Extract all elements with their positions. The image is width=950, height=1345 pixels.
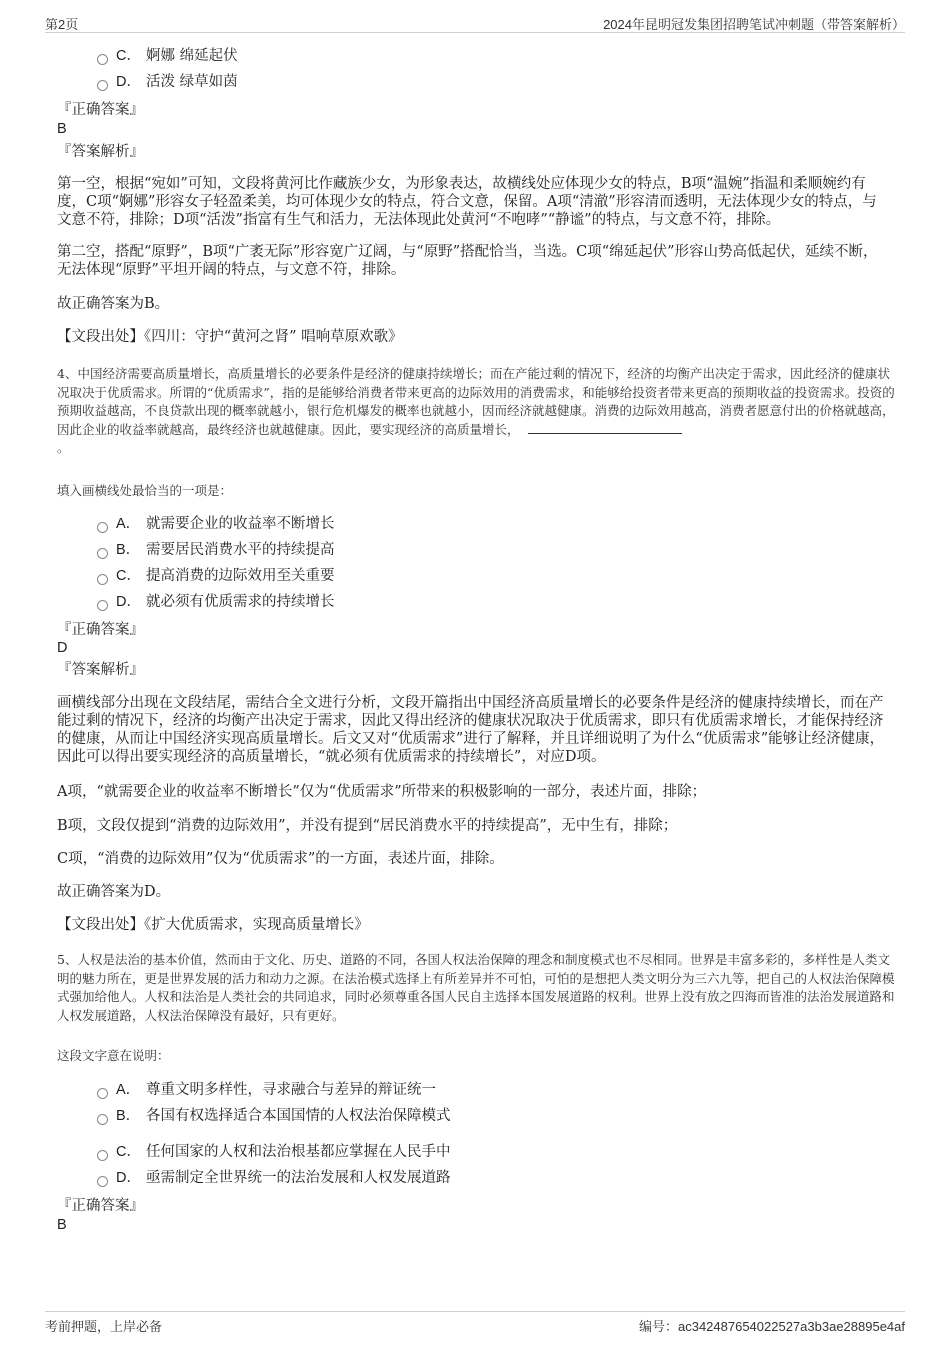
analysis-conclusion: 故正确答案为B。 <box>57 296 170 312</box>
question-prompt: 这段文字意在说明： <box>57 1048 170 1063</box>
question-text: 4、中国经济需要高质量增长，高质量增长的必要条件是经济的健康持续增长；而在产能过剩的情况下，经济的均衡产出决定于需求，因此经济的健康状况取决于优质需求。所谓的“优质需求”，指的是能够给消费者带来更高的边际效用的消费需求，和能够给投资者带来更高的预期收益的投资需求。投资的预期收益越高，不良贷款出现的概率就越小，银行危机爆发的概率也就越小，因而经济就越健康。消费的边际效用越高，消费者愿意付出的价格就越高，因此企业的收益率就越高，最终经济也就越健康。因此，要实现经济的高质量增长， 。 <box>57 366 895 456</box>
analysis-paragraph: 画横线部分出现在文段结尾，需结合全文进行分析，文段开篇指出中国经济高质量增长的必要条件是经济的健康持续增长，而在产能过剩的情况下，经济的均衡产出决定于需求，因此又得出经济的健康状况取决于优质需求，即只有优质需求增长，才能保持经济的健康，从而让中国经济实现高质量增长。后文又对“优质需求”进行了解释，并且详细说明了为什么“优质需求”能够让经济健康，因此可以得出要实现经济的高质量增长，“就必须有优质需求的持续增长”，对应D项。 <box>57 695 885 765</box>
analysis-paragraph: 第一空，根据“宛如”可知，文段将黄河比作藏族少女，为形象表达，故横线处应体现少女的特点，B项“温婉”指温和柔顺婉约有度，C项“婀娜”形容女子轻盈柔美，均可体现少女的特点，符合文意，保留。A项“清澈”形容清而透明，无法体现少女的特点，与文意不符，排除；D项“活泼”指富有生气和活力，无法体现此处黄河“不咆哮”“静谧”的特点，与文意不符，排除。 <box>57 176 877 228</box>
radio-icon[interactable] <box>97 522 108 533</box>
option-d[interactable]: D． 就必须有优质需求的持续增长 <box>97 592 335 612</box>
radio-icon[interactable] <box>97 600 108 611</box>
answer-value: B <box>57 1217 67 1233</box>
option-c[interactable]: C． 任何国家的人权和法治根基都应掌握在人民手中 <box>97 1142 451 1162</box>
analysis-label: 『答案解析』 <box>57 144 144 160</box>
option-a[interactable]: A． 就需要企业的收益率不断增长 <box>97 514 335 534</box>
option-d[interactable]: D． 活泼 绿草如茵 <box>97 72 238 92</box>
analysis-paragraph: B项，文段仅提到“消费的边际效用”，并没有提到“居民消费水平的持续提高”，无中生有，排除； <box>57 818 678 834</box>
option-c[interactable]: C． 提高消费的边际效用至关重要 <box>97 566 335 586</box>
fill-blank-line <box>528 421 682 434</box>
radio-icon[interactable] <box>97 80 108 91</box>
source-citation: 【文段出处】《扩大优质需求，实现高质量增长》 <box>57 917 369 933</box>
source-citation: 【文段出处】《四川：守护“黄河之肾” 唱响草原欢歌》 <box>57 329 403 345</box>
answer-label: 『正确答案』 <box>57 1198 144 1214</box>
analysis-paragraph: C项，“消费的边际效用”仅为“优质需求”的一方面，表述片面，排除。 <box>57 851 504 867</box>
answer-label: 『正确答案』 <box>57 102 144 118</box>
page-header <box>45 12 905 33</box>
page-footer <box>45 1311 905 1338</box>
question-prompt: 填入画横线处最恰当的一项是： <box>57 483 233 498</box>
answer-value: B <box>57 121 67 137</box>
radio-icon[interactable] <box>97 1176 108 1187</box>
analysis-paragraph: A项，“就需要企业的收益率不断增长”仅为“优质需求”所带来的积极影响的一部分，表述片面，排除； <box>57 784 707 800</box>
radio-icon[interactable] <box>97 54 108 65</box>
radio-icon[interactable] <box>97 574 108 585</box>
option-c[interactable]: C． 婀娜 绵延起伏 <box>97 46 238 66</box>
radio-icon[interactable] <box>97 1088 108 1099</box>
option-b[interactable]: B． 需要居民消费水平的持续提高 <box>97 540 335 560</box>
analysis-paragraph: 第二空，搭配“原野”，B项“广袤无际”形容宽广辽阔，与“原野”搭配恰当，当选。C项“绵延起伏”形容山势高低起伏，延续不断，无法体现“原野”平坦开阔的特点，与文意不符，排除。 <box>57 244 878 278</box>
radio-icon[interactable] <box>97 1150 108 1161</box>
option-b[interactable]: B． 各国有权选择适合本国国情的人权法治保障模式 <box>97 1106 451 1126</box>
answer-value: D <box>57 640 68 656</box>
option-a[interactable]: A． 尊重文明多样性，寻求融合与差异的辩证统一 <box>97 1080 436 1100</box>
option-d[interactable]: D． 亟需制定全世界统一的法治发展和人权发展道路 <box>97 1168 451 1188</box>
analysis-label: 『答案解析』 <box>57 662 144 678</box>
document-title: 2024年昆明冠发集团招聘笔试冲刺题（带答案解析） <box>603 17 905 32</box>
analysis-conclusion: 故正确答案为D。 <box>57 884 171 900</box>
footer-slogan: 考前押题，上岸必备 <box>45 1319 163 1334</box>
answer-label: 『正确答案』 <box>57 622 144 638</box>
radio-icon[interactable] <box>97 1114 108 1125</box>
question-text: 5、人权是法治的基本价值，然而由于文化、历史、道路的不同，各国人权法治保障的理念和制度模式也不尽相同。世界是丰富多彩的，多样性是人类文明的魅力所在，更是世界发展的活力和动力之源。在法治模式选择上有所差异并不可怕，可怕的是想把人类文明分为三六九等，把自己的人权法治保障模式强加给他人。人权和法治是人类社会的共同追求，同时必须尊重各国人民自主选择本国发展道路的权利。世界上没有放之四海而皆准的法治发展道路和人权发展道路，人权法治保障没有最好，只有更好。 <box>57 952 895 1023</box>
radio-icon[interactable] <box>97 548 108 559</box>
page-number: 第2页 <box>45 17 79 32</box>
document-code: 编号：ac342487654022527a3b3ae28895e4af <box>638 1319 905 1334</box>
